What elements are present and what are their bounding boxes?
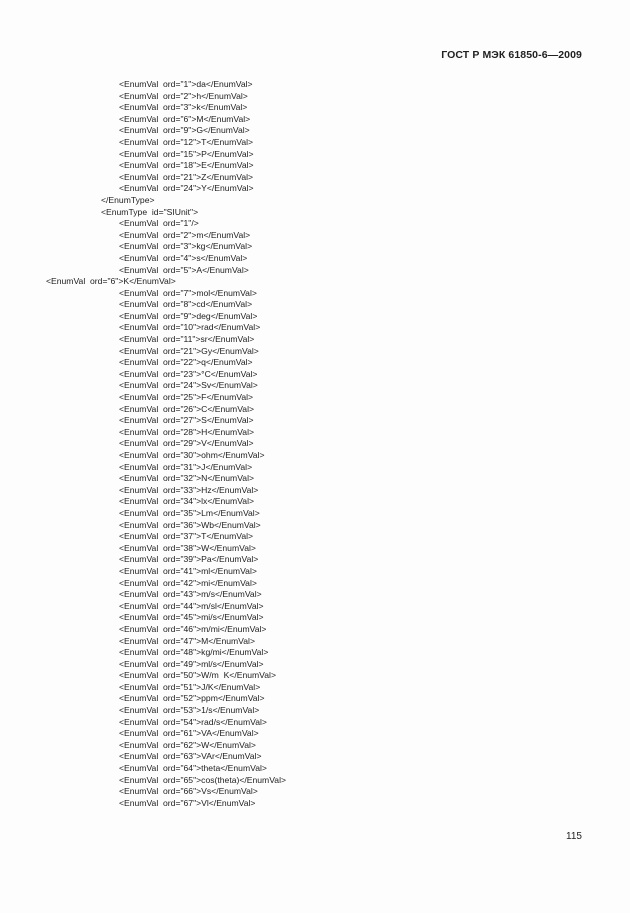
code-line: <EnumVal ord="15">P</EnumVal> xyxy=(119,148,254,159)
code-line: <EnumVal ord="63">VAr</EnumVal> xyxy=(119,751,262,762)
code-line: <EnumVal ord="4">s</EnumVal> xyxy=(119,252,248,263)
code-line: <EnumVal ord="27">S</EnumVal> xyxy=(119,415,254,426)
code-line: <EnumVal ord="51">J/K</EnumVal> xyxy=(119,681,261,692)
code-line: <EnumVal ord="2">h</EnumVal> xyxy=(119,90,248,101)
code-line: <EnumVal ord="64">theta</EnumVal> xyxy=(119,763,267,774)
code-line: <EnumVal ord="31">J</EnumVal> xyxy=(119,461,253,472)
code-line: <EnumVal ord="53">1/s</EnumVal> xyxy=(119,705,260,716)
code-line: <EnumVal ord="18">E</EnumVal> xyxy=(119,160,254,171)
code-line: <EnumVal ord="67">Vl</EnumVal> xyxy=(119,797,256,808)
code-line: <EnumVal ord="48">kg/mi</EnumVal> xyxy=(119,647,269,658)
code-line: <EnumVal ord="25">F</EnumVal> xyxy=(119,392,254,403)
code-line: <EnumVal ord="39">Pa</EnumVal> xyxy=(119,554,259,565)
code-line: <EnumVal ord="8">cd</EnumVal> xyxy=(119,299,253,310)
xml-code-listing xyxy=(0,79,630,809)
page-header-title: ГОСТ Р МЭК 61850-6—2009 xyxy=(441,49,582,61)
code-line: <EnumVal ord="24">Y</EnumVal> xyxy=(119,183,254,194)
code-line: <EnumVal ord="45">mi/s</EnumVal> xyxy=(119,612,264,623)
code-line: <EnumVal ord="52">ppm</EnumVal> xyxy=(119,693,265,704)
code-line: <EnumVal ord="12">T</EnumVal> xyxy=(119,136,254,147)
code-line: <EnumVal ord="35">Lm</EnumVal> xyxy=(119,507,260,518)
code-line: <EnumVal ord="43">m/s</EnumVal> xyxy=(119,589,262,600)
code-line: <EnumVal ord="6">M</EnumVal> xyxy=(119,113,251,124)
code-line: <EnumVal ord="5">A</EnumVal> xyxy=(119,264,249,275)
code-line: <EnumVal ord="46">m/mi</EnumVal> xyxy=(119,623,267,634)
code-line: <EnumVal ord="47">M</EnumVal> xyxy=(119,635,255,646)
code-line: <EnumVal ord="9">G</EnumVal> xyxy=(119,125,250,136)
code-line: <EnumType id="SIUnit"> xyxy=(101,206,199,217)
code-line: <EnumVal ord="54">rad/s</EnumVal> xyxy=(119,716,267,727)
code-line: <EnumVal ord="61">VA</EnumVal> xyxy=(119,728,259,739)
code-line: <EnumVal ord="30">ohm</EnumVal> xyxy=(119,450,265,460)
code-line: <EnumVal ord="22">q</EnumVal> xyxy=(119,357,253,368)
code-line: <EnumVal ord="34">lx</EnumVal> xyxy=(119,496,255,507)
page-number: 115 xyxy=(566,831,582,842)
code-line: <EnumVal ord="21">Gy</EnumVal> xyxy=(119,345,259,356)
code-line: <EnumVal ord="11">sr</EnumVal> xyxy=(119,334,255,345)
code-line: <EnumVal ord="3">kg</EnumVal> xyxy=(119,241,253,252)
code-line: <EnumVal ord="23">°C</EnumVal> xyxy=(119,368,258,379)
code-line: <EnumVal ord="1">da</EnumVal> xyxy=(119,79,253,89)
code-line: <EnumVal ord="7">mol</EnumVal> xyxy=(119,287,257,298)
code-line: <EnumVal ord="32">N</EnumVal> xyxy=(119,473,255,484)
code-line: <EnumVal ord="6">K</EnumVal> xyxy=(46,276,176,287)
code-line: <EnumVal ord="50">W/m K</EnumVal> xyxy=(119,670,276,681)
code-line: <EnumVal ord="62">W</EnumVal> xyxy=(119,739,256,750)
code-line: <EnumVal ord="10">rad</EnumVal> xyxy=(119,322,261,333)
code-line: <EnumVal ord="66">Vs</EnumVal> xyxy=(119,786,258,797)
code-line: <EnumVal ord="65">cos(theta)</EnumVal> xyxy=(119,774,287,785)
code-line: <EnumVal ord="44">m/sl</EnumVal> xyxy=(119,600,264,611)
code-line: <EnumVal ord="29">V</EnumVal> xyxy=(119,438,254,449)
code-line: <EnumVal ord="9">deg</EnumVal> xyxy=(119,310,258,321)
code-line: <EnumVal ord="1"/> xyxy=(119,218,199,229)
code-line: <EnumVal ord="2">m</EnumVal> xyxy=(119,229,251,240)
code-line: <EnumVal ord="28">H</EnumVal> xyxy=(119,426,255,437)
code-line: <EnumVal ord="36">Wb</EnumVal> xyxy=(119,519,261,530)
code-line: <EnumVal ord="49">ml/s</EnumVal> xyxy=(119,658,264,669)
code-line: <EnumVal ord="37">T</EnumVal> xyxy=(119,531,254,542)
code-line: <EnumVal ord="24">Sv</EnumVal> xyxy=(119,380,258,391)
code-line: <EnumVal ord="41">ml</EnumVal> xyxy=(119,565,257,576)
code-line: <EnumVal ord="33">Hz</EnumVal> xyxy=(119,484,259,495)
code-line: <EnumVal ord="3">k</EnumVal> xyxy=(119,102,248,113)
code-line: <EnumVal ord="38">W</EnumVal> xyxy=(119,542,256,553)
code-line: <EnumVal ord="26">C</EnumVal> xyxy=(119,403,255,414)
code-line: <EnumVal ord="42">mi</EnumVal> xyxy=(119,577,257,588)
code-line: <EnumVal ord="21">Z</EnumVal> xyxy=(119,171,254,182)
code-line: </EnumType> xyxy=(101,194,155,205)
